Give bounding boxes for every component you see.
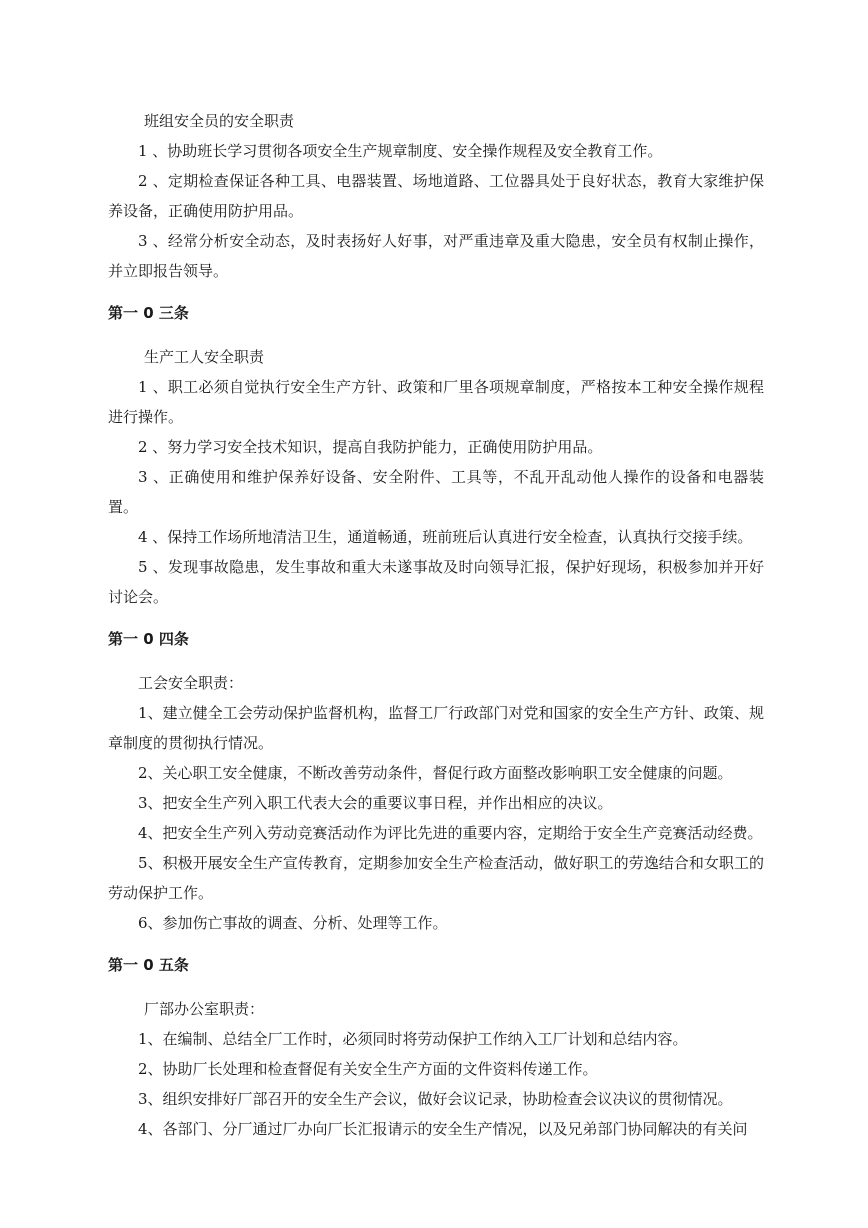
paragraph: 1 、职工必须自觉执行安全生产方针、政策和厂里各项规章制度，严格按本工种安全操作规程进行操作。 — [108, 378, 764, 426]
paragraph: 5 、发现事故隐患，发生事故和重大未遂事故及时向领导汇报，保护好现场，积极参加并开好讨论会。 — [108, 558, 764, 606]
paragraph: 4 、保持工作场所地清洁卫生，通道畅通，班前班后认真进行安全检查，认真执行交接手续。 — [138, 528, 753, 546]
section-team-safety-officer — [108, 106, 764, 286]
paragraph: 1 、协助班长学习贯彻各项安全生产规章制度、安全操作规程及安全教育工作。 — [138, 142, 663, 160]
section-article-105 — [108, 950, 764, 1144]
paragraph: 2、协助厂长处理和检查督促有关安全生产方面的文件资料传递工作。 — [138, 1060, 598, 1078]
paragraph: 4、各部门、分厂通过厂办向厂长汇报请示的安全生产情况，以及兄弟部门协同解决的有关问 — [138, 1120, 748, 1138]
article-heading: 第一 0 三条 — [108, 304, 189, 322]
paragraph: 3 、经常分析安全动态，及时表扬好人好事，对严重违章及重大隐患，安全员有权制止操作，并立即报告领导。 — [108, 232, 764, 280]
section-title: 工会安全职责： — [138, 674, 244, 692]
paragraph: 3、组织安排好厂部召开的安全生产会议，做好会议记录，协助检查会议决议的贯彻情况。 — [138, 1090, 733, 1108]
paragraph: 2 、努力学习安全技术知识，提高自我防护能力，正确使用防护用品。 — [138, 438, 603, 456]
section-article-104 — [108, 624, 764, 938]
paragraph: 6、参加伤亡事故的调查、分析、处理等工作。 — [138, 914, 448, 932]
paragraph: 1、建立健全工会劳动保护监督机构，监督工厂行政部门对党和国家的安全生产方针、政策、规章制度的贯彻执行情况。 — [108, 704, 764, 752]
section-title: 生产工人安全职责 — [144, 348, 265, 366]
paragraph: 4、把安全生产列入劳动竞赛活动作为评比先进的重要内容，定期给于安全生产竞赛活动经费。 — [138, 824, 763, 842]
paragraph: 2 、定期检查保证各种工具、电器装置、场地道路、工位器具处于良好状态，教育大家维护保养设备，正确使用防护用品。 — [108, 172, 764, 220]
paragraph: 5、积极开展安全生产宣传教育，定期参加安全生产检查活动，做好职工的劳逸结合和女职工的劳动保护工作。 — [108, 854, 764, 902]
paragraph: 2、关心职工安全健康，不断改善劳动条件，督促行政方面整改影响职工安全健康的问题。 — [138, 764, 733, 782]
section-title: 厂部办公室职责： — [144, 1000, 265, 1018]
article-heading: 第一 0 四条 — [108, 630, 189, 648]
article-heading: 第一 0 五条 — [108, 956, 189, 974]
section-title: 班组安全员的安全职责 — [144, 112, 295, 130]
paragraph: 1、在编制、总结全厂工作时，必须同时将劳动保护工作纳入工厂计划和总结内容。 — [138, 1030, 688, 1048]
section-article-103 — [108, 298, 764, 612]
paragraph: 3 、正确使用和维护保养好设备、安全附件、工具等，不乱开乱动他人操作的设备和电器装置。 — [108, 468, 764, 516]
paragraph: 3、把安全生产列入职工代表大会的重要议事日程，并作出相应的决议。 — [138, 794, 613, 812]
